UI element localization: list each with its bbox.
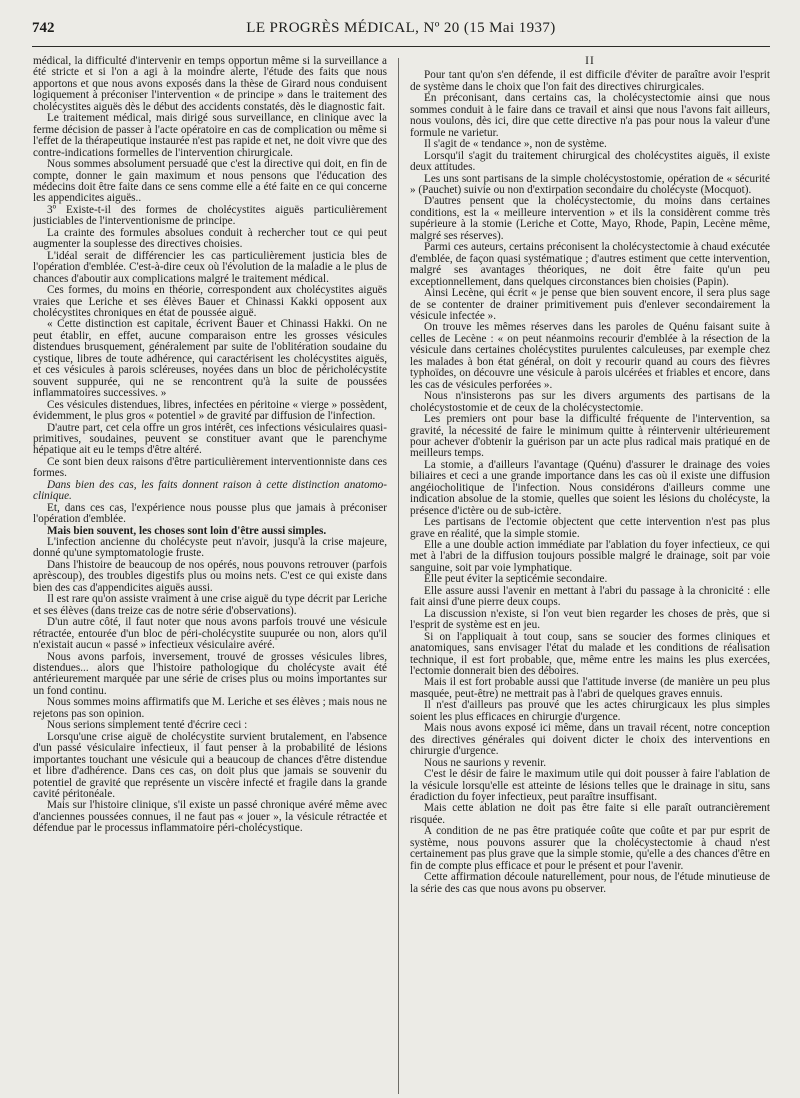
paragraph: Ces vésicules distendues, libres, infectées en péritoine « vierge » possèdent, évidemment, le plus gros « potentiel » de gravité par diffusion de l'infection.	[33, 398, 387, 423]
paragraph: L'infection ancienne du cholécyste peut n'avoir, jusqu'à la crise majeure, donné qu'une symptomatologie fruste.	[33, 536, 387, 560]
paragraph: Mais bien souvent, les choses sont loin d'être aussi simples.	[47, 524, 327, 537]
paragraph: Nous ne saurions y revenir.	[424, 756, 547, 769]
paragraph: D'autres pensent que la cholécystectomie, du moins dans certaines conditions, est la « meilleure intervention » et ils la considèrent comme très supérieure à la stomie (Leriche et Cotte, Mayo, Rhode, Papin, Lecène même, malgré ses réserves).	[410, 195, 770, 242]
paragraph: Le traitement médical, mais dirigé sous surveillance, en clinique avec la ferme décision de passer à l'acte opératoire en cas de complication ou même si l'effet de la thérapeutique instaurée n'est pas rapide et net, ne doit vivre que des contre-indications formelles de l'intervention chirurgicale.	[33, 112, 387, 159]
paragraph: Il est rare qu'on assiste vraiment à une crise aiguë du type décrit par Leriche et ses élèves (dans treize cas de notre série d'observations).	[33, 593, 387, 617]
paragraph: Mais sur l'histoire clinique, s'il existe un passé chronique avéré même avec d'anciennes poussées connues, il ne faut pas « jouer », la vésicule rétractée et défendue par le processus inflammatoire péri-cholécystique.	[33, 799, 387, 835]
paragraph: A condition de ne pas être pratiquée coûte que coûte et par pur esprit de système, nous pouvons assurer que la cholécystectomie à chaud n'est certainement pas plus grave que la simple stomie, qu'elle a des chances d'être en fin de compte plus efficace et pour le présent et pour l'avenir.	[410, 825, 770, 872]
paragraph: Les partisans de l'ectomie objectent que cette intervention n'est pas plus grave en réalité, que la simple stomie.	[410, 516, 770, 540]
paragraph: Mais il est fort probable aussi que l'attitude inverse (de manière un peu plus masquée, peut-être) ne mettrait pas à l'abri de quelques graves ennuis.	[410, 676, 770, 700]
journal-title: LE PROGRÈS MÉDICAL, Nº 20 (15 Mai 1937)	[246, 20, 556, 36]
paragraph: Mais nous avons exposé ici même, dans un travail récent, notre conception des directives générales qui doivent dicter le choix des interventions en chirurgie d'urgence.	[410, 722, 770, 758]
paragraph: La stomie, a d'ailleurs l'avantage (Quénu) d'assurer le drainage des voies biliaires et ceci a une grande importance dans les cas où il existe une diffusion angéiocholitique de l'infection. Nous considérons d'ailleurs comme une indication absolue de la stomie, quelles que soient les lésions du cholécyste, la présence d'ictère ou de sub-ictère.	[410, 458, 770, 517]
section-number: II	[585, 56, 595, 67]
paragraph: Dans l'histoire de beaucoup de nos opérés, nous pouvons retrouver (parfois aprèscoup), des troubles digestifs plus ou moins nets. C'est ce qui existe dans bien des cas d'appendicites aiguës aussi.	[33, 558, 387, 594]
paragraph: Les premiers ont pour base la difficulté fréquente de l'intervention, sa gravité, la nécessité de faire le minimum quitte à réintervenir ultérieurement pour achever d'obtenir la guérison par un acte plus radical mais pratiqué en de meilleurs temps.	[410, 413, 770, 460]
paragraph: En préconisant, dans certains cas, la cholécystectomie ainsi que nous sommes conduit à le faire dans ce travail et ainsi que nous l'avons fait ailleurs, nous voulons, dès ici, dire que cette directive n'a pas pour nous la valeur d'une formule ne varietur.	[410, 92, 770, 139]
paragraph: Elle peut éviter la septicémie secondaire.	[424, 573, 608, 586]
paragraph: Si on l'appliquait à tout coup, sans se soucier des formes cliniques et anatomiques, sans envisager l'état du malade et les conditions de réalisation technique, il est fort probable, que, même entre les mains les plus exercées, l'ectomie donnerait bien des déboires.	[410, 630, 770, 678]
column-divider	[398, 58, 399, 1094]
paragraph: La crainte des formules absolues conduit à rechercher tout ce qui peut augmenter la souplesse des directives choisies.	[33, 226, 387, 251]
paragraph: Les uns sont partisans de la simple cholécystostomie, opération de « sécurité » (Pauchet) suivie ou non d'extirpation secondaire du cholécyste (Mocquot).	[410, 172, 770, 196]
paragraph: Elle assure aussi l'avenir en mettant à l'abri du passage à la chronicité : elle fait ainsi d'une pierre deux coups.	[410, 584, 770, 609]
paragraph: Ces formes, du moins en théorie, correspondent aux cholécystites aiguës vraies que Leriche et ses élèves Bauer et Chinassi Kakki opposent aux cholécystites chroniques en état de poussée aiguë.	[33, 284, 387, 319]
paragraph: Pour tant qu'on s'en défende, il est difficile d'éviter de paraître avoir l'esprit de système dans le choix que l'on fait des directives chirurgicales.	[410, 69, 770, 93]
paragraph: Il s'agit de « tendance », non de système.	[424, 138, 607, 151]
paragraph: Ainsi Lecène, qui écrit « je pense que bien souvent encore, il sera plus sage de se contenter de drainer primitivement puis d'enlever secondairement la vésicule infectée ».	[410, 287, 770, 322]
paragraph: Nous n'insisterons pas sur les divers arguments des partisans de la cholécystostomie et de ceux de la cholécystectomie.	[410, 390, 770, 414]
paragraph: D'un autre côté, il faut noter que nous avons parfois trouvé une vésicule rétractée, entourée d'un bloc de péri-cholécystite suupurée ou non, alors qu'il n'existait aucun « passé » infectieux vésiculaire avéré.	[33, 616, 387, 652]
paragraph: Nous avons parfois, inversement, trouvé de grosses vésicules libres, distendues... alors que l'histoire pathologique du cholécyste avait été antérieurement marquée par une série de crises plus ou moins importantes sur un fond continu.	[33, 650, 387, 697]
left-column	[33, 56, 387, 1096]
paragraph: 3º Existe-t-il des formes de cholécystites aiguës particulièrement justiciables de l'interventionisme de principe.	[33, 203, 387, 228]
paragraph: On trouve les mêmes réserves dans les paroles de Quénu faisant suite à celles de Lecène : « on peut néanmoins recourir d'emblée à la résection de la vésicule dans certaines cholécystites purulentes calculeuses, par exemple chez les malades à bon état général, on doit y recourir quand au cours des fièvres typhoïdes, on découvre une vésicule à parois ulcérées et friables et encore, dans les cas de vésicules perforées ».	[410, 321, 770, 391]
paragraph: L'idéal serait de différencier les cas particulièrement justicia bles de l'opération d'emblée. C'est-à-dire ceux où l'évolution de la maladie a le plus de chances d'aboutir aux complications malgré le traitement médical.	[33, 249, 387, 285]
paragraph: Lorsqu'il s'agit du traitement chirurgical des cholécystites aiguës, il existe deux attitudes.	[410, 149, 770, 174]
paragraph: Nous sommes absolument persuadé que c'est la directive qui doit, en fin de compte, donner le gain maximum et nous pensons que l'éducation des médecins doit être faite dans ce sens comme elle a été faite en ce qui concerne les appendicites aiguës..	[33, 158, 387, 205]
page-number: 742	[32, 20, 55, 36]
paragraph: Cette affirmation découle naturellement, pour nous, de l'étude minutieuse de la série des cas que nous avons pu observer.	[410, 871, 770, 895]
paragraph: C'est le désir de faire le maximum utile qui doit pousser à faire l'ablation de la vésicule lorsqu'elle est atteinte de lésions telles que le drainage in situ, sans éradiction du foyer infectieux, peut paraître insuffisant.	[410, 768, 770, 803]
paragraph: Mais cette ablation ne doit pas être faite si elle paraît outrancièrement risquée.	[410, 802, 770, 826]
paragraph: Nous serions simplement tenté d'écrire ceci :	[47, 719, 248, 732]
paragraph: Parmi ces auteurs, certains préconisent la cholécystectomie à chaud exécutée d'emblée, de façon quasi systématique ; d'autres estiment que cette intervention, malgré ses avantages théoriques, ne doit être faite qu'un peu exceptionnellement, dans quelques circonstances bien choisies (Papin).	[410, 241, 770, 288]
paragraph: Il n'est d'ailleurs pas prouvé que les actes chirurgicaux les plus simples soient les plus efficaces en chirurgie d'urgence.	[410, 699, 770, 723]
quotation-paragraph: « Cette distinction est capitale, écrivent Bauer et Chinassi Hakki. On ne peut établir, en effet, aucune comparaison entre les grosses vésicules distendues brusquement, généralement par suite de l'oblitération soudaine du cystique, libres de toute adhérence, qui caractérisent les cholécystites aiguës, et ces vésicules à parois scléreuses, noyées dans un bloc de péricholécystite souvent suppurée, qui ne se rencontrent qu'à la suite de poussées inflammatoires successives. »	[33, 318, 387, 400]
right-column	[410, 56, 770, 1096]
paragraph: La discussion n'existe, si l'on veut bien regarder les choses de près, que si l'esprit de système est en jeu.	[410, 607, 770, 632]
paragraph: Nous sommes moins affirmatifs que M. Leriche et ses élèves ; mais nous ne rejetons pas son opinion.	[33, 696, 387, 720]
paragraph: médical, la difficulté d'intervenir en temps opportun même si la surveillance a été stricte et si l'on a agi à la moindre alerte, l'étude des faits que nous apportons et que nous avons exposés dans la thèse de Girard nous conduisent logiquement à préconiser l'intervention « de principe » dans le traitement des cholécystites aiguës dès le début des accidents constatés, dès le diagnostic fait.	[33, 56, 387, 113]
running-header	[32, 20, 770, 47]
paragraph: Et, dans ces cas, l'expérience nous pousse plus que jamais à préconiser l'opération d'emblée.	[33, 501, 387, 526]
paragraph: Lorsqu'une crise aiguë de cholécystite survient brutalement, en l'absence d'un passé vésiculaire infectieux, il faut penser à la probabilité de lésions importantes touchant une vésicule qui a beaucoup de chances d'être distendue et libre d'adhérence. Dans ces cas, on doit plus que jamais se souvenir du potentiel de gravité que représente un viscère infecté et fragile dans la grande cavité péritonéale.	[33, 730, 387, 800]
paragraph: Ce sont bien deux raisons d'être particulièrement interventionniste dans ces formes.	[33, 455, 387, 480]
paragraph: Elle a une double action immédiate par l'ablation du foyer infectieux, ce qui met à l'abri de la diffusion toujours possible malgré le drainage, soit par voie sanguine, soit par voie lymphatique.	[410, 539, 770, 574]
paragraph: D'autre part, cet cela offre un gros intérêt, ces infections vésiculaires quasi-primitives, soudaines, peuvent se constituer avant que le parenchyme hépatique ait eu le temps d'être altéré.	[33, 421, 387, 457]
italic-paragraph: Dans bien des cas, les faits donnent raison à cette distinction anatomo-clinique.	[33, 478, 387, 503]
